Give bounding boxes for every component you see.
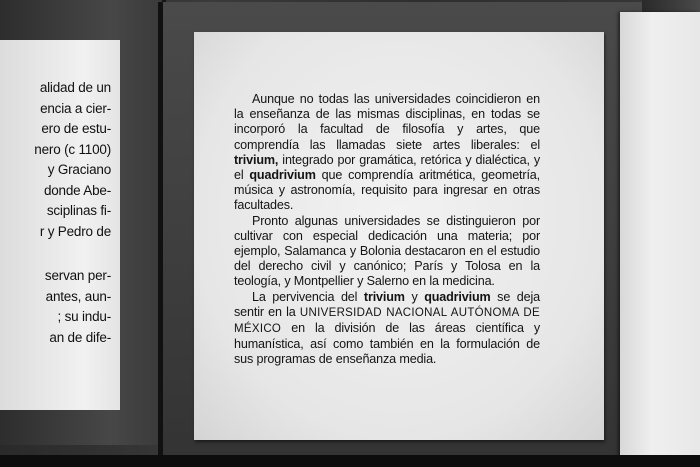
paragraph-text: en la división de las áreas científica y humanística, así como también en la formulación de sus programas de enseñanza media. xyxy=(234,321,540,367)
left-panel-line: encia a cier- xyxy=(40,100,111,116)
left-panel-line: an de dife- xyxy=(49,329,111,345)
paragraph-text: que comprendía aritmética, geometría, música y astronomía, requisito para ingresar en otras facultades. xyxy=(234,168,540,213)
bold-term: quadrivium xyxy=(424,289,491,304)
left-panel-line: y Graciano xyxy=(47,162,111,177)
left-panel-line: ; su indu- xyxy=(57,309,111,324)
panel-paragraph xyxy=(234,92,540,214)
left-panel-line: nero (c 1100) xyxy=(34,141,111,157)
left-panel-line: r y Pedro de xyxy=(39,223,111,239)
left-panel-line: alidad de un xyxy=(39,80,111,95)
paragraph-text: Aunque no todas las universidades coincidieron en la enseñanza de las mismas disciplinas, en todas se incorporó la facultad de filosofía y artes, que comprendía las llamadas siete artes liberales: el xyxy=(234,92,540,152)
panel-body-text xyxy=(234,92,540,368)
floor-shadow xyxy=(0,455,700,467)
center-text-panel xyxy=(194,32,604,440)
bold-term: trivium xyxy=(363,289,405,304)
left-panel-line: sciplinas fi- xyxy=(46,203,111,218)
bold-term: trivium, xyxy=(234,152,279,167)
left-panel-line: antes, aun- xyxy=(45,288,111,304)
left-panel-text xyxy=(0,78,111,348)
paragraph-text: La pervivencia del xyxy=(252,289,364,304)
paragraph-text: y xyxy=(404,289,425,304)
left-panel-line: donde Abe- xyxy=(43,182,111,198)
paragraph-text: Pronto algunas universidades se distinguieron por cultivar con especial dedicación una materia; por ejemplo, Salamanca y Bolonia destacaron en el estudio del derecho civil y canónico; París y Tolosa en la teología, y Montpellier y Salerno en la medicina. xyxy=(234,213,540,289)
right-text-panel xyxy=(620,12,700,467)
paragraph-text: UNIVERSIDAD NACIONAL AUTÓNOMA DE MÉXICO xyxy=(234,306,540,336)
left-panel-line: servan per- xyxy=(44,268,111,283)
paragraph-text: se deja sentir en la xyxy=(234,289,540,319)
left-panel-line: ero de estu- xyxy=(41,121,111,136)
panel-paragraph xyxy=(234,290,540,368)
left-panel-line xyxy=(0,242,111,266)
paragraph-text: integrado por gramática, retórica y dialéctica, y el xyxy=(234,152,540,183)
panel-paragraph xyxy=(234,214,540,290)
left-text-panel xyxy=(0,40,120,410)
bold-term: quadrivium xyxy=(249,168,316,183)
